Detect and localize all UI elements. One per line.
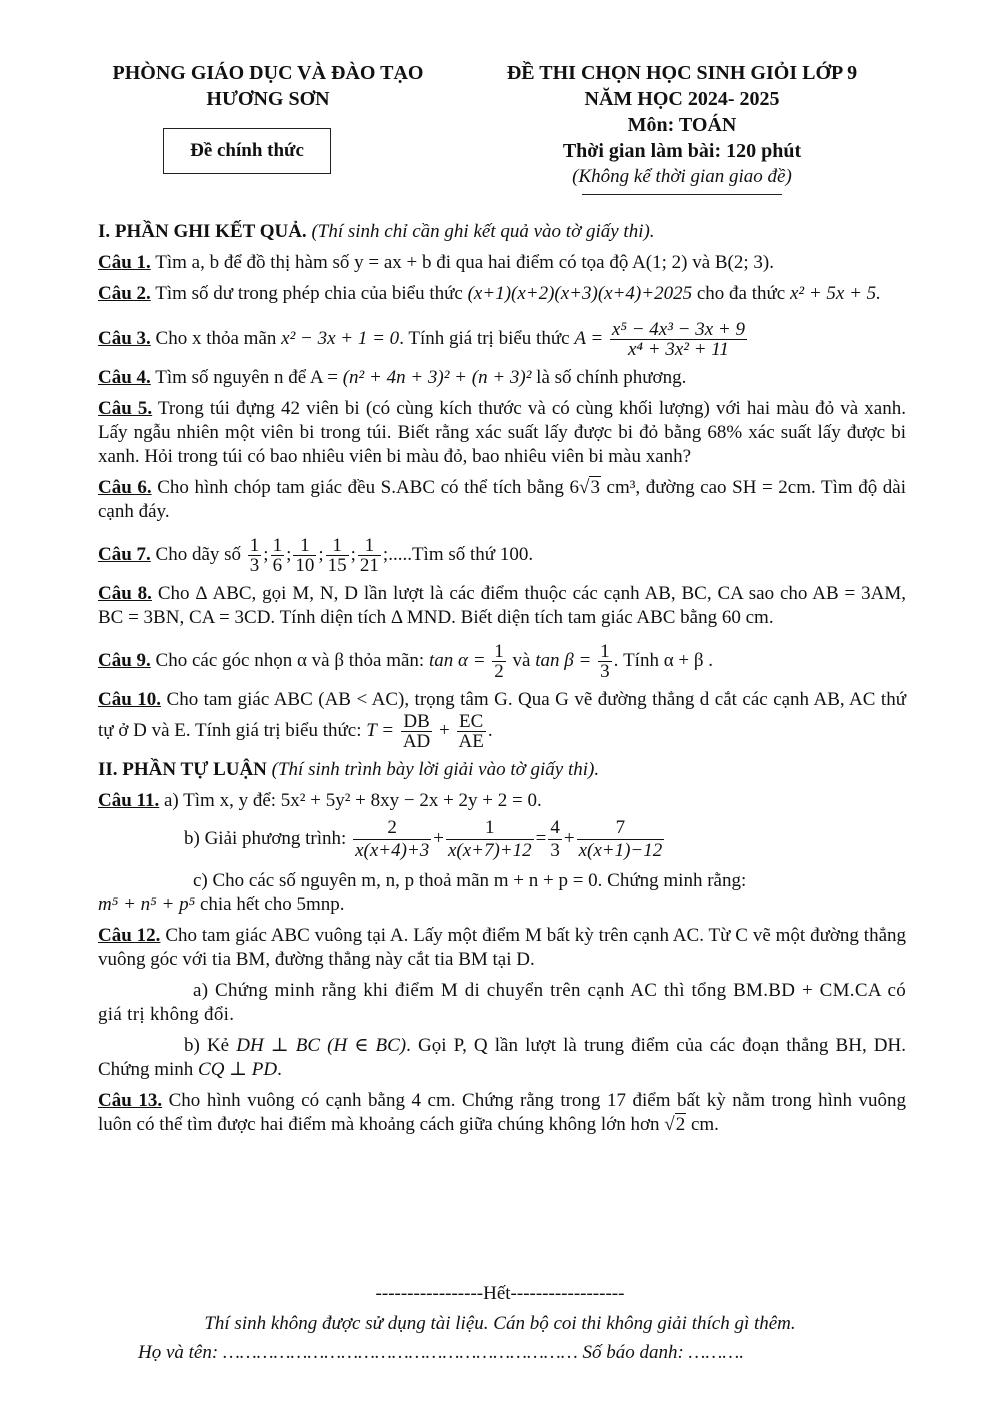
question-label: Câu 4. xyxy=(98,367,151,388)
department-header xyxy=(88,60,448,112)
fraction xyxy=(271,536,285,575)
fraction xyxy=(598,642,612,681)
math-expression: x² − 3x + 1 = 0 xyxy=(281,327,400,349)
question-part-a: a) Tìm x, y để: 5x² + 5y² + 8xy − 2x + 2y + 2 = 0. xyxy=(164,790,542,811)
math-operator: . xyxy=(487,719,493,741)
fraction-numerator: EC xyxy=(457,712,486,732)
question-label: Câu 8. xyxy=(98,583,152,604)
question-text: Cho hình chóp tam giác đều S.ABC có thể tích bằng 6 xyxy=(157,477,579,498)
math-operator: + xyxy=(439,719,450,741)
fraction xyxy=(548,817,562,862)
question-text: b) Giải phương trình: xyxy=(184,827,347,849)
fraction-numerator: x⁵ − 4x³ − 3x + 9 xyxy=(611,319,745,340)
math-expression: (n² + 4n + 3)² + (n + 3)² xyxy=(342,367,532,388)
end-marker: -----------------Hết------------------ xyxy=(375,1283,625,1304)
section-2-note: (Thí sinh trình bày lời giải vào tờ giấy thi). xyxy=(271,759,600,780)
fraction xyxy=(326,536,349,575)
candidate-info-line: Họ và tên: ……………………………………………………… Số báo danh: ………. xyxy=(138,1342,744,1363)
question-9 xyxy=(98,642,906,681)
question-text: Cho hình vuông có cạnh bằng 4 cm. Chứng rằng trong 17 điểm bất kỳ nằm trong hình vuông luôn có thể tìm được hai điểm mà khoảng cách giữa chúng không lớn hơn xyxy=(98,1090,906,1135)
question-label: Câu 9. xyxy=(98,649,151,671)
question-text: b) Kẻ xyxy=(184,1035,230,1056)
question-7: Câu 7. Cho dãy số $\frac{1}{3}$ ; $\frac{1}{6}$ ; $\frac{1}{10}$ ; $\frac{1}{15}$ ; $\frac{1}{21}$ ;.....Tìm số thứ 100. xyxy=(98,535,534,576)
question-text: Tìm số nguyên n để A = xyxy=(155,367,338,388)
square-root: 3 xyxy=(590,477,600,498)
header-divider xyxy=(582,194,782,195)
question-12 xyxy=(98,924,906,972)
question-label: Câu 5. xyxy=(98,398,153,419)
fraction-denominator: AD xyxy=(402,731,431,752)
math-expression: A = xyxy=(574,327,604,349)
math-expression: CQ ⊥ PD xyxy=(198,1059,278,1080)
district-name: HƯƠNG SƠN xyxy=(206,88,330,110)
question-11-part-c xyxy=(98,869,906,917)
section-2-heading xyxy=(98,758,906,782)
question-text: ;.....Tìm số thứ 100. xyxy=(382,543,534,565)
question-label: Câu 6. xyxy=(98,477,152,498)
question-label: Câu 1. xyxy=(98,252,151,273)
section-1-heading xyxy=(98,220,906,244)
question-12-part-a: a) Chứng minh rằng khi điểm M di chuyển trên cạnh AC thì tổng BM.BD + CM.CA có giá trị không đổi. xyxy=(98,980,906,1025)
fraction xyxy=(293,536,316,575)
fraction-denominator: 3 xyxy=(249,555,260,576)
math-expression: tan α = xyxy=(428,649,486,671)
question-text: cm³, đường cao SH = 2cm. Tìm độ dài cạnh đáy. xyxy=(98,477,907,522)
fraction xyxy=(358,536,381,575)
fraction-numerator: 4 xyxy=(550,817,560,838)
question-text: và xyxy=(512,649,531,671)
question-12-part-b xyxy=(98,1034,906,1082)
fraction xyxy=(610,320,747,359)
footer-note: Thí sinh không được sử dụng tài liệu. Cán bộ coi thi không giải thích gì thêm. xyxy=(204,1313,796,1334)
exam-header xyxy=(472,60,892,195)
fraction xyxy=(248,536,262,575)
fraction xyxy=(577,817,665,862)
question-11 xyxy=(98,789,906,813)
question-3 xyxy=(98,320,906,359)
fraction-numerator: 1 xyxy=(600,641,610,662)
question-label: Câu 12. xyxy=(98,925,161,946)
question-label: Câu 7. xyxy=(98,543,151,565)
fraction-numerator: 1 xyxy=(293,536,316,556)
fraction-numerator: 1 xyxy=(249,535,260,556)
question-label: Câu 10. xyxy=(98,689,162,710)
square-root: 2 xyxy=(675,1114,686,1135)
question-text: . xyxy=(277,1059,282,1080)
question-2 xyxy=(98,282,906,306)
fraction xyxy=(457,712,486,751)
fraction-numerator: 1 xyxy=(494,641,504,662)
question-text: cm. xyxy=(686,1114,719,1135)
fraction xyxy=(401,712,432,751)
fraction-denominator: 3 xyxy=(550,840,560,861)
question-text: Cho các góc nhọn α và β thỏa mãn: xyxy=(155,649,425,671)
question-text: c) Cho các số nguyên m, n, p thoả mãn m + n + p = 0. Chứng minh rằng: xyxy=(193,870,747,891)
math-expression: DH ⊥ BC (H ∈ BC) xyxy=(236,1035,407,1056)
subject: Môn: TOÁN xyxy=(627,114,737,136)
exam-title: ĐỀ THI CHỌN HỌC SINH GIỎI LỚP 9 xyxy=(506,62,858,84)
question-label: Câu 13. xyxy=(98,1090,163,1111)
section-1-note: (Thí sinh chỉ cần ghi kết quả vào tờ giấy thi). xyxy=(311,221,655,242)
exam-time: Thời gian làm bài: 120 phút xyxy=(562,140,802,162)
fraction xyxy=(353,817,431,862)
question-text: Cho x thỏa mãn xyxy=(155,327,277,349)
question-text: . Gọi P, Q lần lượt là trung điểm của các đoạn thẳng BH, DH. Chứng minh xyxy=(98,1035,907,1080)
math-expression: x² + 5x + 5. xyxy=(789,283,881,304)
question-label: Câu 2. xyxy=(98,283,151,304)
section-2-title: II. PHẦN TỰ LUẬN xyxy=(98,759,267,780)
question-10 xyxy=(98,688,906,751)
fraction-denominator: x(x+7)+12 xyxy=(447,840,532,861)
fraction xyxy=(492,642,506,681)
question-label: Câu 11. xyxy=(98,790,160,811)
section-1-title: I. PHẦN GHI KẾT QUẢ. xyxy=(98,221,307,242)
department-name: PHÒNG GIÁO DỤC VÀ ĐÀO TẠO xyxy=(112,62,424,84)
school-year: NĂM HỌC 2024- 2025 xyxy=(584,88,780,110)
fraction-denominator: x(x+1)−12 xyxy=(578,840,663,861)
official-label: Đề chính thức xyxy=(190,140,304,161)
fraction-denominator: 21 xyxy=(359,555,379,576)
question-text: Tìm a, b để đồ thị hàm số y = ax + b đi qua hai điểm có tọa độ A(1; 2) và B(2; 3). xyxy=(155,252,774,273)
fraction-denominator: 10 xyxy=(295,555,315,576)
fraction-denominator: x(x+4)+3 xyxy=(355,840,430,861)
fraction-denominator: x⁴ + 3x² + 11 xyxy=(627,339,729,360)
official-stamp-box xyxy=(163,128,331,174)
fraction-numerator: DB xyxy=(401,712,432,732)
question-text: Cho dãy số xyxy=(155,543,242,565)
math-expression: (x+1)(x+2)(x+3)(x+4)+2025 xyxy=(467,283,693,304)
fraction-numerator: 1 xyxy=(272,535,283,556)
question-text: Cho Δ ABC, gọi M, N, D lần lượt là các điểm thuộc các cạnh AB, BC, CA sao cho AB = 3AM, BC = 3BN, CA = 3CD. Tính diện tích Δ MND. Biết diện tích tam giác ABC bằng 60 cm. xyxy=(98,583,907,628)
question-text: . Tính giá trị biểu thức xyxy=(399,327,570,349)
question-text: chia hết cho 5mnp. xyxy=(199,894,345,915)
fraction-numerator: 2 xyxy=(353,817,431,840)
fraction-denominator: 6 xyxy=(272,555,283,576)
fraction-numerator: 1 xyxy=(358,536,381,556)
fraction-numerator: 7 xyxy=(577,817,665,840)
math-expression: tan β = xyxy=(535,649,592,671)
question-text: Trong túi đựng 42 viên bi (có cùng kích thước và có cùng khối lượng) với hai màu đỏ và xanh. Lấy ngẫu nhiên một viên bi trong túi. Biết rằng xác suất lấy được bi đỏ bằng 68% xác suất lấy được bi xanh. Hỏi trong túi có bao nhiêu viên bi màu đỏ, bao nhiêu viên bi màu xanh? xyxy=(98,398,906,467)
question-text: Cho tam giác ABC (AB < AC), trọng tâm G. Qua G vẽ đường thẳng d cắt các cạnh AB, AC thứ tự ở D và E. Tính giá trị biểu thức: xyxy=(98,689,907,741)
question-8 xyxy=(98,582,906,630)
fraction-denominator: 15 xyxy=(327,555,347,576)
fraction-denominator: 2 xyxy=(494,661,504,682)
question-13: Câu 13. Cho hình vuông có cạnh bằng 4 cm. Chứng rằng trong 17 điểm bất kỳ nằm trong hình vuông luôn có thể tìm được hai điểm mà khoảng cách giữa chúng không lớn hơn √2 cm. xyxy=(98,1090,906,1135)
fraction-numerator: 1 xyxy=(446,817,534,840)
question-text: . Tính α + β . xyxy=(613,649,714,671)
question-1 xyxy=(98,251,906,275)
fraction-numerator: 1 xyxy=(326,536,349,556)
question-text: là số chính phương. xyxy=(536,367,687,388)
math-expression: m⁵ + n⁵ + p⁵ xyxy=(98,894,196,915)
question-text: Tìm số dư trong phép chia của biểu thức xyxy=(155,283,463,304)
question-4 xyxy=(98,366,906,390)
math-expression: T = xyxy=(366,719,395,741)
question-5 xyxy=(98,397,906,469)
fraction-denominator: 3 xyxy=(600,661,610,682)
question-label: Câu 3. xyxy=(98,327,151,349)
fraction-denominator: AE xyxy=(458,731,484,752)
question-6: Câu 6. Cho hình chóp tam giác đều S.ABC có thể tích bằng 6√3 cm³, đường cao SH = 2cm. Tìm độ dài cạnh đáy. xyxy=(98,477,907,522)
question-text: Cho tam giác ABC vuông tại A. Lấy một điểm M bất kỳ trên cạnh AC. Từ C vẽ một đường thẳng vuông góc với tia BM, đường thẳng này cắt tia BM tại D. xyxy=(98,925,907,970)
exam-body xyxy=(98,220,906,1144)
question-11-part-b: b) Giải phương trình: $\frac{2}{x(x+4)+3}$ + $\frac{1}{x(x+7)+12}$ = $\frac{4}{3}$ + $\frac{7}{x(x+1)-12}$ xyxy=(184,817,663,861)
question-text: cho đa thức xyxy=(696,283,786,304)
exam-time-note: (Không kể thời gian giao đề) xyxy=(572,166,792,187)
fraction xyxy=(446,817,534,862)
